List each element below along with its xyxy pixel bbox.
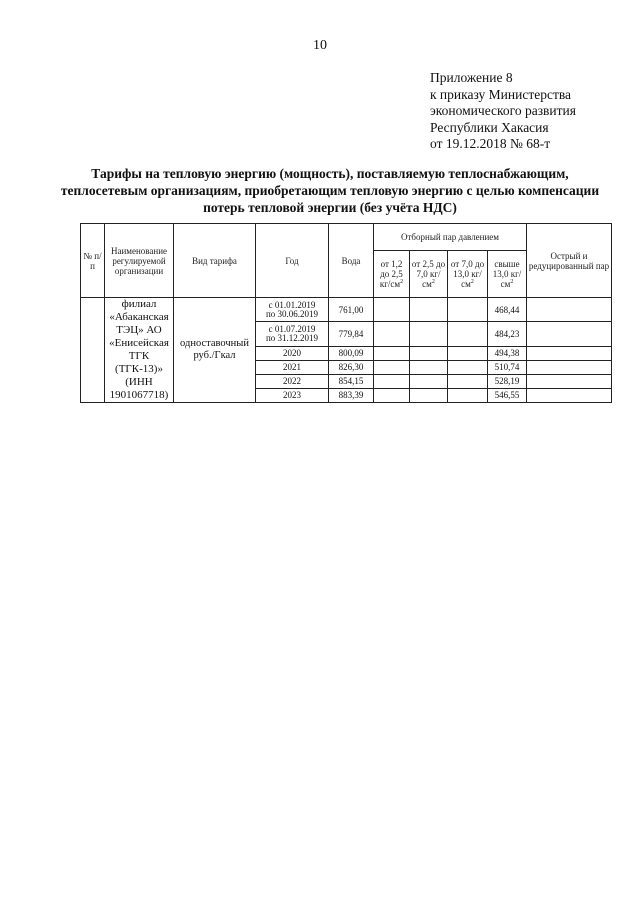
- pressure-2-cell: [410, 346, 448, 360]
- pressure-3-cell: [448, 374, 488, 388]
- title-line: Тарифы на тепловую энергию (мощность), поставляемую теплоснабжающим,: [91, 166, 569, 181]
- pressure-1-cell: [374, 346, 410, 360]
- appendix-block: [430, 70, 576, 153]
- pressure-4-cell: 494,38: [488, 346, 527, 360]
- header-pressure-3: от 7,0 до 13,0 $кг/см^2$: [448, 251, 488, 298]
- pressure-4-cell: 546,55: [488, 388, 527, 402]
- appendix-line: к приказу Министерства: [430, 86, 572, 102]
- header-org: Наименование регулируемой организации: [105, 224, 174, 298]
- water-cell: 883,39: [329, 388, 374, 402]
- header-pressure-1: от 1,2 до 2,5 $кг/см^2$: [374, 251, 410, 298]
- pressure-4-cell: 528,19: [488, 374, 527, 388]
- sharp-steam-cell: [527, 346, 612, 360]
- pressure-2-cell: [410, 298, 448, 322]
- pressure-4-cell: 468,44: [488, 298, 527, 322]
- year-cell: 2020: [256, 346, 329, 360]
- header-num: № п/п: [81, 224, 105, 298]
- document-title: [60, 165, 600, 216]
- pressure-2-cell: [410, 388, 448, 402]
- pressure-3-cell: [448, 360, 488, 374]
- pressure-4-cell: 484,23: [488, 322, 527, 346]
- water-cell: 761,00: [329, 298, 374, 322]
- water-cell: 854,15: [329, 374, 374, 388]
- header-pressure-4: свыше 13,0 $кг/см^2$: [488, 251, 527, 298]
- appendix-line: экономического развития: [430, 103, 576, 118]
- water-cell: 779,84: [329, 322, 374, 346]
- year-cell: 2022: [256, 374, 329, 388]
- organization-cell: филиал «Абаканская ТЭЦ» АО «Енисейская ТГК (ТГК-13)» (ИНН 1901067718): [105, 298, 174, 403]
- header-year: Год: [256, 224, 329, 298]
- tariff-type-cell: одноставочный руб./Гкал: [174, 298, 256, 403]
- appendix-line: Республики Хакасия: [430, 119, 549, 135]
- pressure-1-cell: [374, 322, 410, 346]
- pressure-3-cell: [448, 346, 488, 360]
- tariff-table: [80, 223, 612, 403]
- header-sharp-steam: Острый и редуцированный пар: [527, 224, 612, 298]
- pressure-1-cell: [374, 374, 410, 388]
- title-line: теплосетевым организациям, приобретающим тепловую энергию с целью компенсации: [60, 183, 600, 198]
- pressure-1-cell: [374, 388, 410, 402]
- sharp-steam-cell: [527, 360, 612, 374]
- appendix-line: Приложение 8: [430, 70, 513, 85]
- pressure-1-cell: [374, 298, 410, 322]
- appendix-line: от 19.12.2018 № 68-т: [430, 136, 551, 151]
- header-pressure-2: от 2,5 до 7,0 $кг/см^2$: [410, 251, 448, 298]
- sharp-steam-cell: [527, 374, 612, 388]
- header-water: Вода: [329, 224, 374, 298]
- pressure-1-cell: [374, 360, 410, 374]
- water-cell: 826,30: [329, 360, 374, 374]
- title-line: потерь тепловой энергии (без учёта НДС): [203, 200, 457, 215]
- header-steam-group: Отборный пар давлением: [374, 224, 527, 251]
- year-cell: 2023: [256, 388, 329, 402]
- pressure-2-cell: [410, 360, 448, 374]
- pressure-2-cell: [410, 374, 448, 388]
- pressure-3-cell: [448, 322, 488, 346]
- row-number-cell: [81, 298, 105, 403]
- year-cell: с 01.07.2019 по 31.12.2019: [256, 322, 329, 346]
- pressure-3-cell: [448, 388, 488, 402]
- year-cell: с 01.01.2019 по 30.06.2019: [256, 298, 329, 322]
- water-cell: 800,09: [329, 346, 374, 360]
- pressure-4-cell: 510,74: [488, 360, 527, 374]
- sharp-steam-cell: [527, 322, 612, 346]
- sharp-steam-cell: [527, 388, 612, 402]
- header-tariff-type: Вид тарифа: [174, 224, 256, 298]
- pressure-3-cell: [448, 298, 488, 322]
- table-row: [81, 298, 612, 322]
- year-cell: 2021: [256, 360, 329, 374]
- sharp-steam-cell: [527, 298, 612, 322]
- pressure-2-cell: [410, 322, 448, 346]
- page-number: 10: [313, 38, 327, 53]
